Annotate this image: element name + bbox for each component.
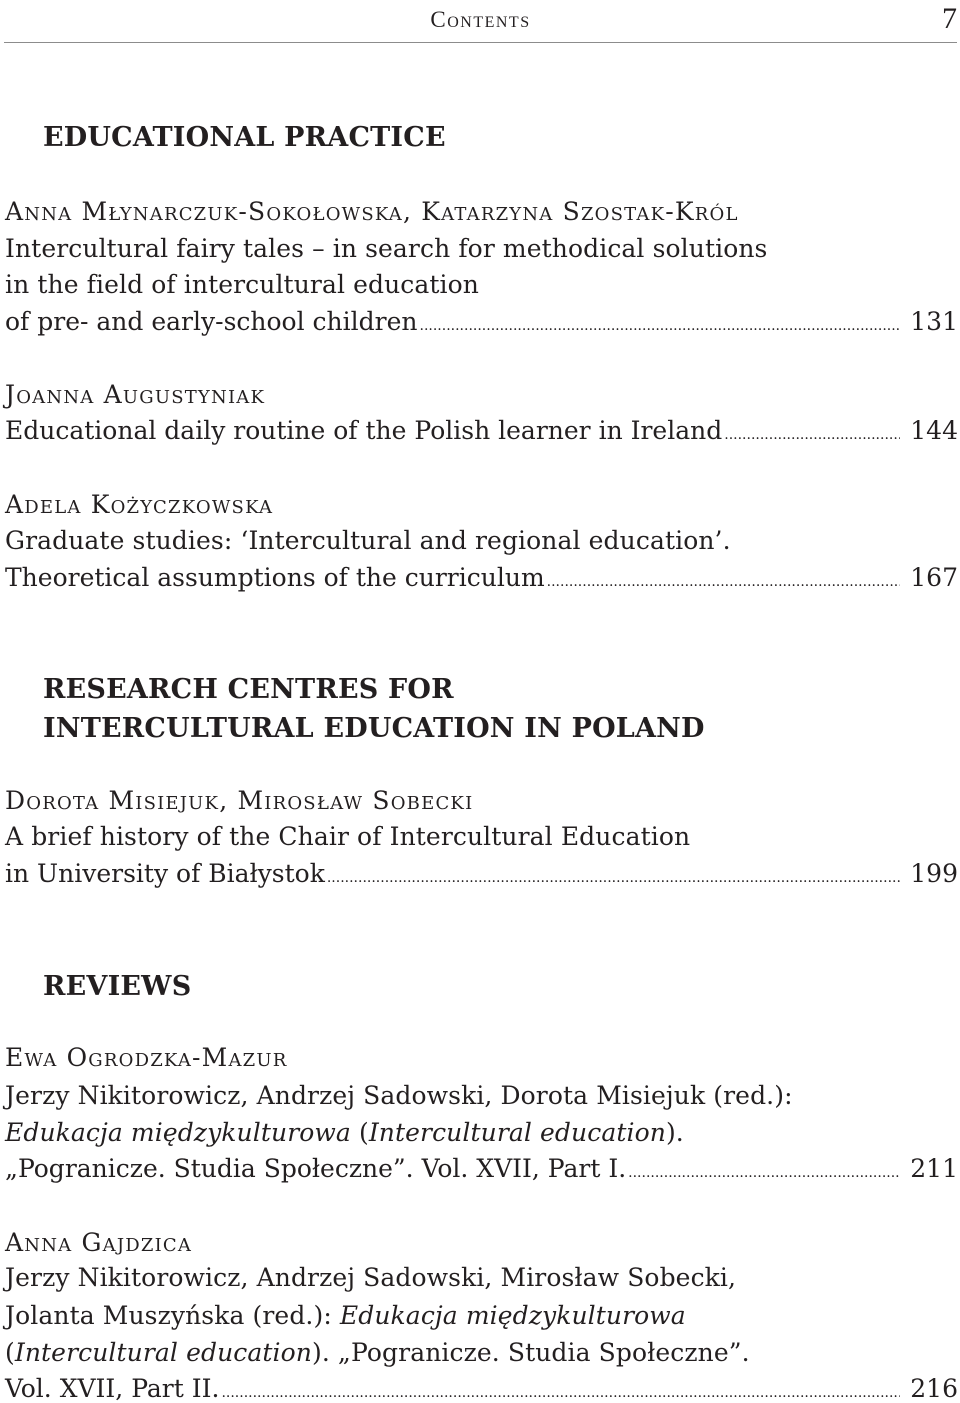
entry-title-last-line: Educational daily routine of the Polish learner in Ireland [5,416,723,445]
toc-entry-link[interactable] [5,563,958,592]
section-heading-educational-practice: EDUCATIONAL PRACTICE [43,122,446,153]
entry-title-last-line: in University of Białystok [5,859,325,888]
entry-page-number: 144 [910,416,958,445]
entry-title-line [5,1338,750,1367]
toc-entry-link[interactable] [5,307,958,336]
running-head [4,0,957,43]
entry-authors: Dorota Misiejuk, Mirosław Sobecki [5,786,474,815]
title-text: ). [665,1118,684,1147]
toc-entry-link[interactable] [5,1154,958,1183]
section-heading-research-centres: RESEARCH CENTRES FOR [43,674,454,705]
entry-authors: Anna Młynarczuk-Sokołowska, Katarzyna Szostak-Król [5,197,739,226]
entry-page-number: 216 [910,1374,958,1403]
entry-page-number: 211 [910,1154,958,1183]
entry-page-number: 199 [910,859,958,888]
title-text: ( [350,1118,369,1147]
title-text: Jolanta Muszyńska (red.): [5,1301,340,1330]
title-text: ). „Pogranicze. Studia Społeczne”. [311,1338,750,1367]
entry-title-line: in the field of intercultural education [5,270,480,299]
dot-leader [420,318,901,334]
running-head-page-number: 7 [942,2,957,35]
section-heading-research-centres-line-2: INTERCULTURAL EDUCATION IN POLAND [43,713,705,744]
dot-leader [221,1385,900,1401]
entry-title-line [5,1118,684,1147]
entry-title-line: Intercultural fairy tales – in search for methodical solutions [5,234,768,263]
italic-title: Intercultural education [14,1338,312,1367]
toc-entry-link[interactable] [5,416,958,445]
entry-authors: Ewa Ogrodzka-Mazur [5,1043,288,1072]
entry-title-line: A brief history of the Chair of Intercultural Education [5,822,691,851]
entry-title-line: Jerzy Nikitorowicz, Andrzej Sadowski, Mirosław Sobecki, [5,1263,737,1292]
entry-title-last-line: Theoretical assumptions of the curriculum [5,563,545,592]
entry-title-last-line: of pre- and early-school children [5,307,418,336]
entry-title-last-line: Vol. XVII, Part II. [5,1374,220,1403]
entry-title-last-line: „Pogranicze. Studia Społeczne”. Vol. XVII, Part I. [5,1154,627,1183]
running-head-title: Contents [430,7,531,32]
italic-title: Edukacja międzykulturowa [339,1301,686,1330]
italic-title: Intercultural education [368,1118,666,1147]
section-heading-reviews: REVIEWS [43,971,192,1002]
dot-leader [547,574,901,590]
entry-page-number: 167 [910,563,958,592]
entry-authors: Joanna Augustyniak [5,380,266,409]
entry-page-number: 131 [910,307,958,336]
title-text: ( [5,1338,15,1367]
toc-entry-link[interactable] [5,859,958,888]
italic-title: Edukacja międzykulturowa [5,1118,351,1147]
entry-title-line [5,1301,686,1330]
entry-title-line: Graduate studies: ‘Intercultural and regional education’. [5,526,731,555]
dot-leader [327,870,900,886]
entry-authors: Anna Gajdzica [5,1228,193,1257]
entry-authors: Adela Kożyczkowska [5,490,274,519]
entry-title-line: Jerzy Nikitorowicz, Andrzej Sadowski, Dorota Misiejuk (red.): [5,1081,793,1110]
dot-leader [724,427,900,443]
toc-entry-link[interactable] [5,1374,958,1403]
dot-leader [628,1165,900,1181]
